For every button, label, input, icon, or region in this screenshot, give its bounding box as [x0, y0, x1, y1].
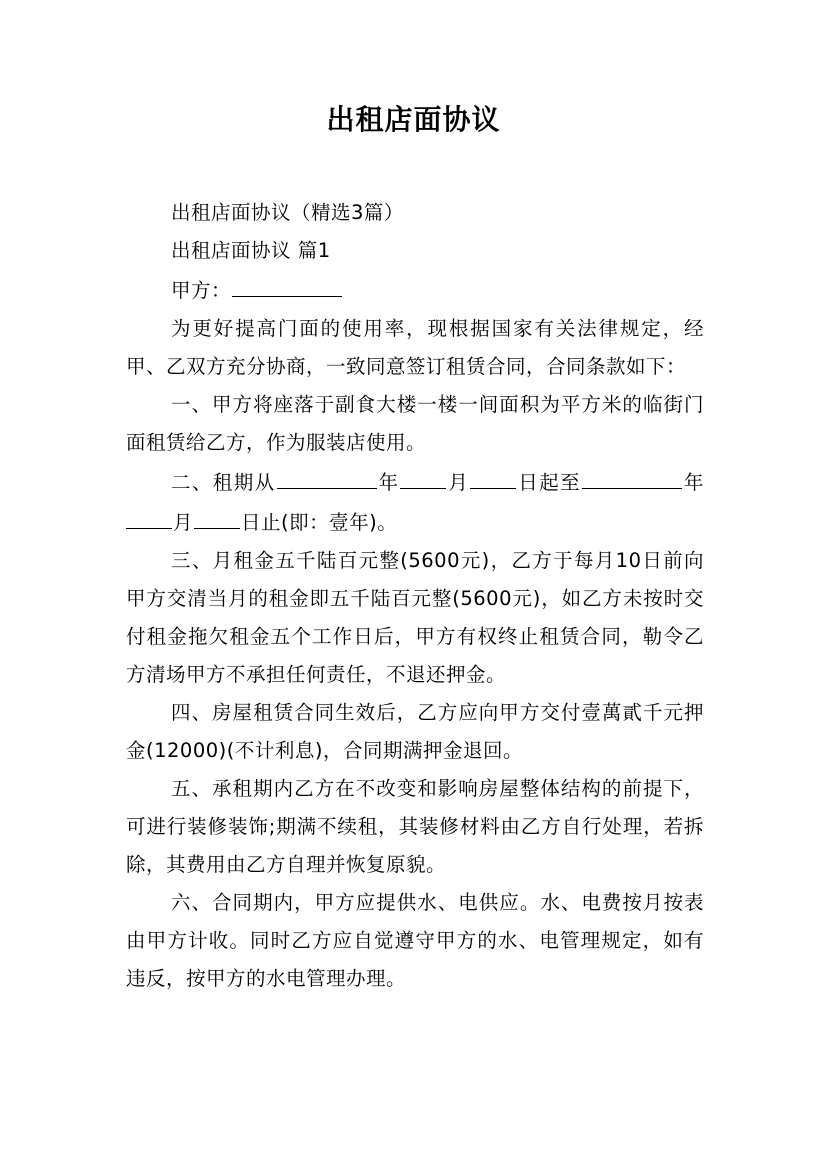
end-day-blank [194, 502, 240, 529]
clause-6: 六、合同期内，甲方应提供水、电供应。水、电费按月按表由甲方计收。同时乙方应自觉遵守甲方的水、电管理规定，如有违反，按甲方的水电管理办理。 [126, 891, 704, 990]
clause-4: 四、房屋租赁合同生效后，乙方应向甲方交付壹萬貳千元押金(12000)(不计利息)，合同期满押金退回。 [126, 701, 704, 762]
party-a-label: 甲方： [171, 279, 232, 302]
start-day-blank [470, 462, 516, 489]
intro-paragraph: 为更好提高门面的使用率，现根据国家有关法律规定，经甲、乙双方充分协商，一致同意签订租赁合同，合同条款如下： [126, 317, 704, 378]
clause-2-prefix: 二、租期从 [171, 471, 276, 494]
clause-2-month1: 月 [447, 471, 470, 494]
clause-5: 五、承租期内乙方在不改变和影响房屋整体结构的前提下，可进行装修装饰;期满不续租，其装修材料由乙方自行处理，若拆除，其费用由乙方自理并恢复原貌。 [126, 777, 704, 876]
clause-2-year2: 年 [683, 471, 704, 494]
document-title: 出租店面协议 [326, 103, 501, 136]
clause-2-month2: 月 [173, 511, 194, 534]
end-month-blank [126, 502, 172, 529]
section-heading: 出租店面协议 篇1 [171, 239, 331, 262]
clause-1: 一、甲方将座落于副食大楼一楼一间面积为平方米的临街门面租赁给乙方，作为服装店使用。 [126, 393, 704, 454]
clause-2-suffix: 日止(即：壹年)。 [241, 511, 398, 534]
clause-3: 三、月租金五千陆百元整(5600元)，乙方于每月10日前向甲方交清当月的租金即五千陆百元整(5600元)，如乙方未按时交付租金拖欠租金五个工作日后，甲方有权终止租赁合同，勒令乙方清场甲方不承担任何责任，不退还押金。 [126, 549, 704, 686]
party-a-blank [232, 270, 342, 297]
clause-2-year1: 年 [377, 471, 400, 494]
start-year-blank [277, 462, 377, 489]
subtitle: 出租店面协议（精选3篇） [171, 201, 404, 224]
end-year-blank [582, 462, 682, 489]
clause-2-day1: 日起至 [517, 471, 582, 494]
party-a-line [126, 270, 704, 310]
document-body [126, 194, 704, 998]
clause-2 [126, 462, 704, 542]
start-month-blank [400, 462, 446, 489]
